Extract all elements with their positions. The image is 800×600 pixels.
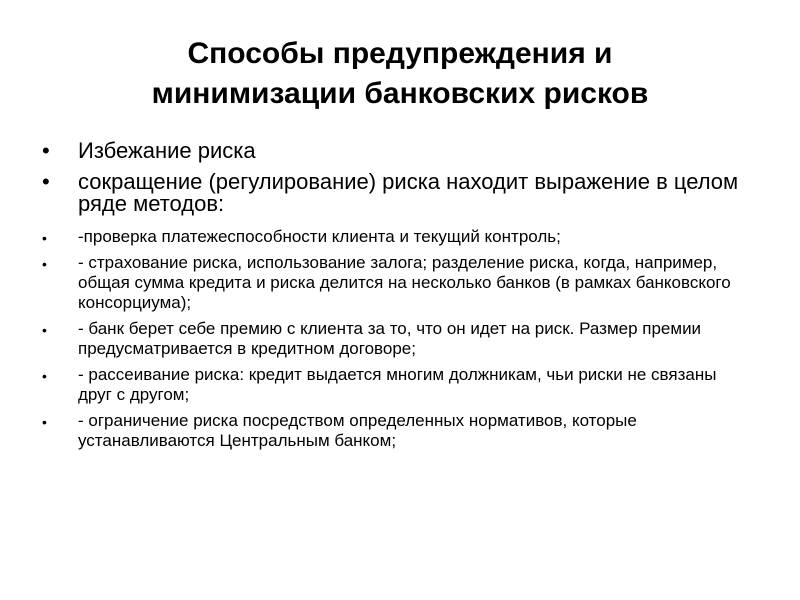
bullet-text: -проверка платежеспособности клиента и текущий контроль; — [78, 227, 561, 246]
bullet-icon: • — [42, 138, 50, 163]
bullet-icon: • — [42, 230, 47, 246]
bullet-text: - ограничение риска посредством определенных нормативов, которые устанавливаются Центральным банком; — [78, 411, 637, 450]
bullet-icon: • — [42, 169, 50, 194]
bullet-text: - рассеивание риска: кредит выдается многим должникам, чьи риски не связаны друг с другом; — [78, 365, 717, 404]
bullet-icon: • — [42, 256, 47, 272]
bullet-item-solvency-check — [40, 227, 740, 247]
bullet-text: Избежание риска — [78, 138, 256, 163]
slide-title-line-1: Способы предупреждения и — [187, 37, 613, 70]
slide-title — [40, 34, 760, 114]
bullet-text: - банк берет себе премию с клиента за то, что он идет на риск. Размер премии предусматривается в кредитном договоре; — [78, 319, 702, 358]
bullet-item-risk-premium — [40, 319, 740, 359]
bullet-icon: • — [42, 414, 47, 430]
bullet-item-risk-limits — [40, 411, 740, 451]
bullet-list — [40, 140, 740, 457]
bullet-text: сокращение (регулирование) риска находит выражение в целом ряде методов: — [78, 169, 739, 216]
bullet-item-risk-insurance — [40, 253, 740, 313]
bullet-item-risk-reduction — [40, 171, 740, 215]
slide-title-line-2: минимизации банковских рисков — [151, 77, 649, 110]
bullet-item-avoid-risk — [40, 140, 740, 162]
bullet-icon: • — [42, 368, 47, 384]
bullet-icon: • — [42, 322, 47, 338]
bullet-text: - страхование риска, использование залога; разделение риска, когда, например, общая сумма кредита и риска делится на несколько банков (в рамках банковского консорциума); — [78, 253, 731, 312]
bullet-item-risk-dispersion — [40, 365, 740, 405]
